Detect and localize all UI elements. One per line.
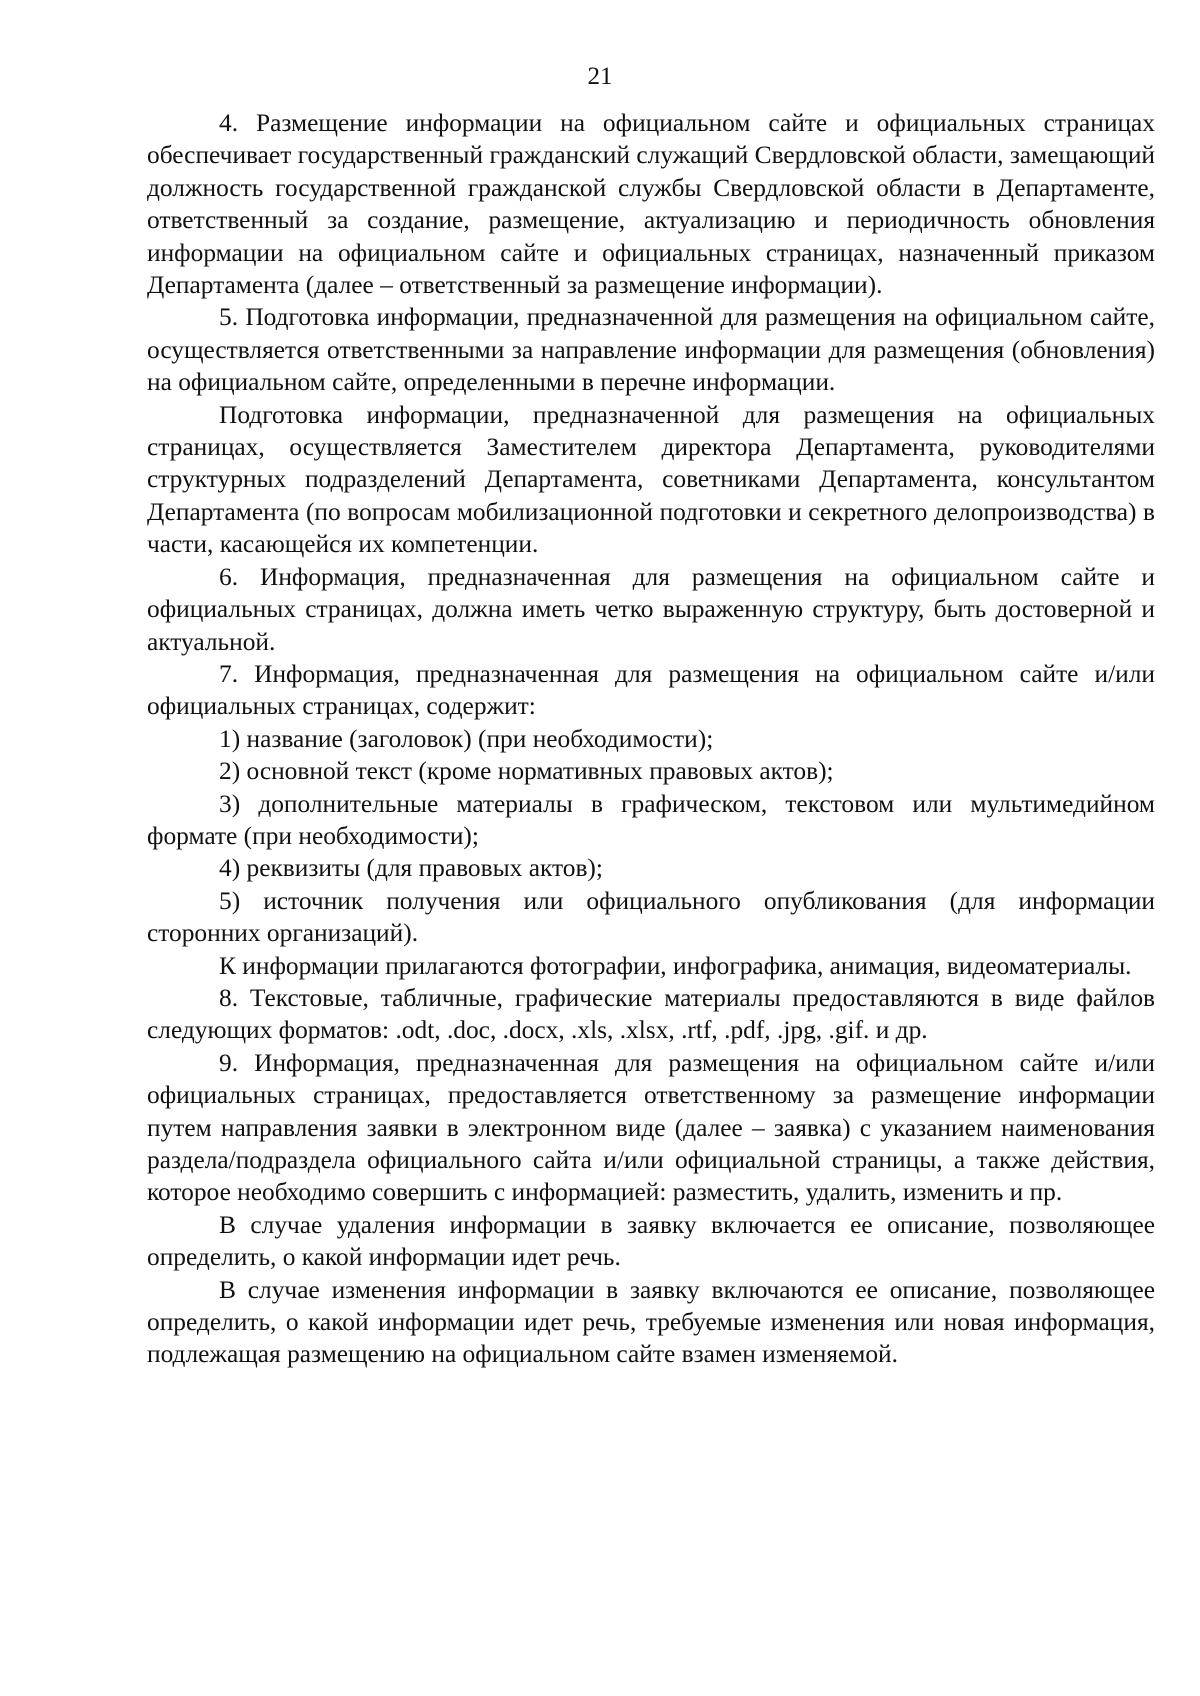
paragraph-8-file-formats: 8. Текстовые, табличные, графические материалы предоставляются в виде файлов следующих форматов: .odt, .doc, .docx, .xls, .xlsx, .rtf, .pdf, .jpg, .gif. и др. xyxy=(147,983,1155,1045)
paragraph-4-placement-responsibility: 4. Размещение информации на официальном сайте и официальных страницах обеспечивает государственный гражданский служащий Свердловской области, замещающий должность государственной гражданской службы Свердловской области в Департаменте, ответственный за создание, размещение, актуализацию и периодичность обновления информации на официальном сайте и официальных страницах, назначенный приказом Департамента (далее – ответственный за размещение информации). xyxy=(147,109,1155,300)
list-item-additional-materials: 3) дополнительные материалы в графическом, текстовом или мультимедийном формате (при необходимости); xyxy=(147,789,1155,850)
list-item-source: 5) источник получения или официального опубликования (для информации сторонних организаций). xyxy=(147,886,1155,948)
paragraph-deletion-case: В случае удаления информации в заявку включается ее описание, позволяющее определить, о какой информации идет речь. xyxy=(147,1210,1155,1272)
page-number: 21 xyxy=(587,63,613,90)
paragraph-attachments: К информации прилагаются фотографии, инфографика, анимация, видеоматериалы. xyxy=(219,951,1132,980)
paragraph-change-case: В случае изменения информации в заявку включаются ее описание, позволяющее определить, о какой информации идет речь, требуемые изменения или новая информация, подлежащая размещению на официальном сайте взамен изменяемой. xyxy=(147,1275,1155,1369)
list-item-requisites: 4) реквизиты (для правовых актов); xyxy=(219,854,603,883)
paragraph-6-structure-requirement: 6. Информация, предназначенная для размещения на официальном сайте и официальных страницах, должна иметь четко выраженную структуру, быть достоверной и актуальной. xyxy=(147,562,1155,656)
paragraph-official-pages-preparation: Подготовка информации, предназначенной для размещения на официальных страницах, осуществляется Заместителем директора Департамента, руководителями структурных подразделений Департамента, советниками Департамента, консультантом Департамента (по вопросам мобилизационной подготовки и секретного делопроизводства) в части, касающейся их компетенции. xyxy=(147,400,1155,559)
paragraph-9-request-submission: 9. Информация, предназначенная для размещения на официальном сайте и/или официальных страницах, предоставляется ответственному за размещение информации путем направления заявки в электронном виде (далее – заявка) с указанием наименования раздела/подраздела официального сайта и/или официальной страницы, а также действия, которое необходимо совершить с информацией: разместить, удалить, изменить и пр. xyxy=(147,1048,1155,1207)
list-item-main-text: 2) основной текст (кроме нормативных правовых актов); xyxy=(219,757,834,786)
paragraph-5-site-preparation: 5. Подготовка информации, предназначенной для размещения на официальном сайте, осуществляется ответственными за направление информации для размещения (обновления) на официальном сайте, определенными в перечне информации. xyxy=(147,303,1155,397)
document-body xyxy=(147,107,1155,1371)
list-item-title: 1) название (заголовок) (при необходимости); xyxy=(219,724,714,753)
paragraph-7-contents-intro: 7. Информация, предназначенная для размещения на официальном сайте и/или официальных страницах, содержит: xyxy=(147,659,1155,721)
